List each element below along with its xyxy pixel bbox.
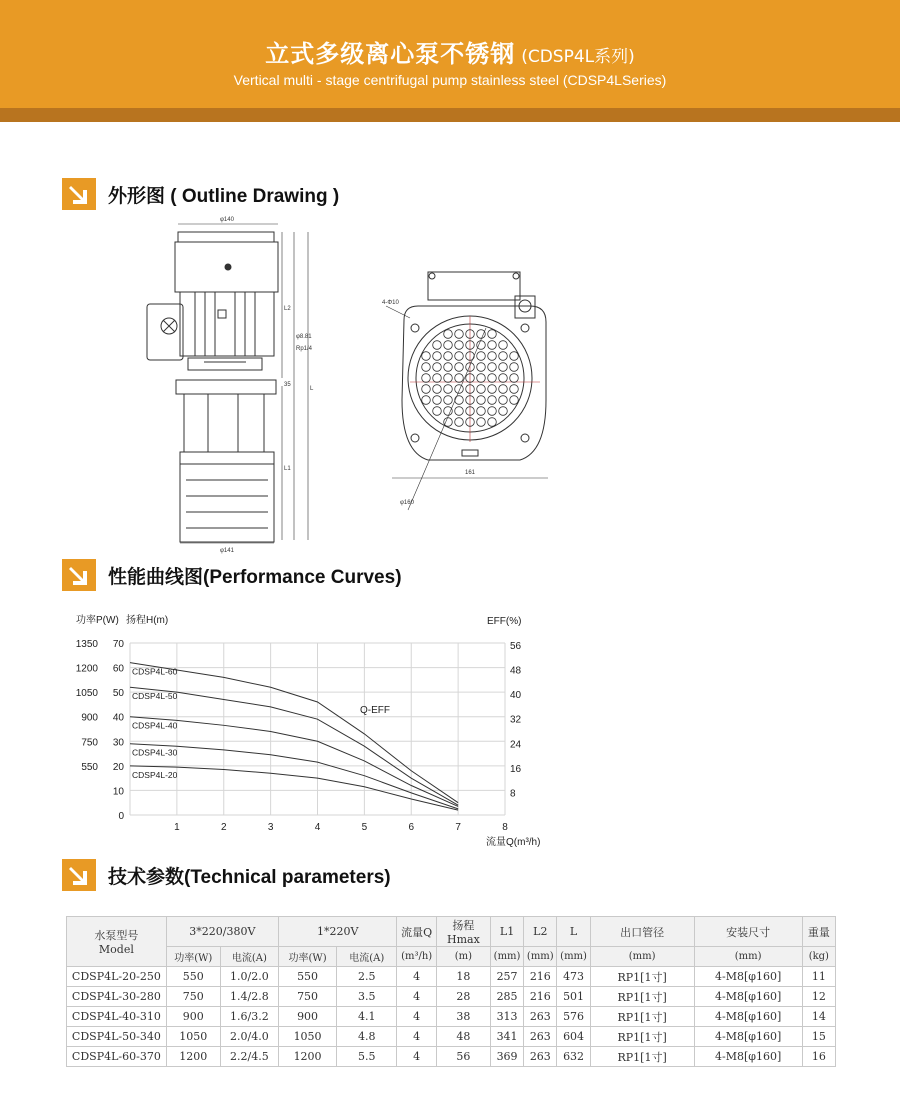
grille-hole [477,330,486,339]
table-cell: 1.6/3.2 [220,1007,278,1027]
grille-hole [433,385,442,394]
motor-fins [180,292,274,356]
dim-l-label: L [310,386,314,392]
table-cell: 263 [524,1027,557,1047]
top-view-housing [402,306,546,460]
table-cell: RP1[1寸] [590,967,694,987]
head-tick-label: 70 [112,639,124,650]
y-left-power-title: 功率P(W) [76,615,119,626]
grille-hole [455,396,464,405]
table-cell: 4-M8[φ160] [694,1047,802,1067]
grille-hole [455,374,464,383]
dim-phi160-label: φ160 [400,500,414,506]
eff-curve-label: Q-EFF [360,705,390,716]
grille-hole [422,374,431,383]
col-head-unit: (m) [436,947,490,967]
chart-curves [130,663,458,810]
col-outlet-unit: (mm) [590,947,694,967]
screw-icon [225,264,231,270]
section-performance-title: 性能曲线图(Performance Curves) [108,566,402,588]
table-cell: 4 [397,1027,436,1047]
head-tick-label: 40 [112,712,124,724]
header-strip [0,108,900,122]
outline-drawing [0,210,900,554]
table-cell: RP1[1寸] [590,1007,694,1027]
x-tick-label: 6 [408,822,415,833]
col-l-unit: (mm) [557,947,590,967]
table-row [67,1027,836,1047]
table-cell: 1200 [166,1047,220,1067]
col-l1-unit: (mm) [490,947,523,967]
power-tick-label: 750 [81,737,98,749]
table-cell: 4-M8[φ160] [694,987,802,1007]
grille-hole [444,418,453,427]
power-tick-label: 1050 [75,688,98,700]
grille-hole [510,385,519,394]
x-tick-label: 3 [267,822,274,833]
x-tick-label: 7 [455,822,461,833]
grille-hole [422,385,431,394]
grille-hole [477,407,486,416]
grille-hole [455,407,464,416]
grille-hole [499,363,508,372]
grille-hole [433,341,442,350]
table-cell: RP1[1寸] [590,987,694,1007]
col-model [67,917,167,967]
y-left-head-title: 扬程H(m) [126,615,169,626]
col-flow-unit: (m³/h) [397,947,436,967]
grille-hole [477,418,486,427]
pump-flange [176,380,276,394]
col-power-1ph: 功率(W) [278,947,336,967]
series-label: CDSP4L-60 [132,666,178,677]
eff-tick-label: 32 [510,714,522,726]
section-outline-heading [62,177,339,211]
x-tick-label: 4 [314,822,321,833]
table-row [67,987,836,1007]
grille-hole [455,330,464,339]
section-technical-heading [62,858,391,892]
table-cell: 1.0/2.0 [220,967,278,987]
table-cell: 285 [490,987,523,1007]
table-cell: 15 [802,1027,835,1047]
table-cell: CDSP4L-50-340 [67,1027,167,1047]
grille-hole [499,407,508,416]
dim-top-label: φ140 [220,217,234,223]
table-cell: 4-M8[φ160] [694,967,802,987]
grille-hole [422,352,431,361]
junction-box [147,304,183,360]
power-tick-label: 550 [81,761,98,773]
grille-hole [499,385,508,394]
grille-hole [477,396,486,405]
grille-hole [455,418,464,427]
table-cell: 12 [802,987,835,1007]
grille-hole [433,374,442,383]
table-cell: 4-M8[φ160] [694,1027,802,1047]
series-line [130,766,458,810]
top-view-junction [428,272,520,300]
series-line [130,663,458,803]
col-l2-unit: (mm) [524,947,557,967]
table-cell: 341 [490,1027,523,1047]
grille-hole [488,341,497,350]
pump-body-upper [184,394,264,452]
table-cell: 3.5 [337,987,397,1007]
grille-hole [433,352,442,361]
table-cell: 900 [278,1007,336,1027]
table-cell: 5.5 [337,1047,397,1067]
col-3phase: 3*220/380V [166,917,278,947]
table-cell: 4 [397,1047,436,1067]
table-cell: 4.1 [337,1007,397,1027]
grille-hole [510,396,519,405]
col-mount: 安装尺寸 [694,917,802,947]
motor-base [188,358,262,370]
section-outline-title: 外形图 ( Outline Drawing ) [108,185,340,207]
table-cell: 632 [557,1047,590,1067]
head-tick-label: 60 [112,663,124,675]
series-label: CDSP4L-50 [132,691,178,702]
grille-hole [477,374,486,383]
dim-l1-label: L1 [284,466,291,472]
section-technical-title: 技术参数(Technical parameters) [108,866,391,888]
grille-hole [488,385,497,394]
series-label: CDSP4L-20 [132,769,178,780]
table-cell: 263 [524,1007,557,1027]
table-cell: 1200 [278,1047,336,1067]
dim-161-label: 161 [465,470,476,476]
table-cell: 750 [166,987,220,1007]
eff-tick-label: 40 [510,690,522,702]
table-cell: 900 [166,1007,220,1027]
table-cell: CDSP4L-40-310 [67,1007,167,1027]
grille-hole [444,352,453,361]
eff-tick-label: 8 [510,788,516,800]
table-cell: 4 [397,967,436,987]
col-weight: 重量 [802,917,835,947]
col-l1: L1 [490,917,523,947]
grille-hole [444,396,453,405]
eff-tick-label: 16 [510,763,522,775]
table-cell: 4 [397,987,436,1007]
grille-hole [488,363,497,372]
table-cell: RP1[1寸] [590,1047,694,1067]
table-cell: 501 [557,987,590,1007]
eff-tick-label: 48 [510,665,522,677]
grille-hole [488,374,497,383]
x-axis-title: 流量Q(m³/h) [486,837,541,848]
y-right-title: EFF(%) [487,616,522,627]
head-tick-label: 20 [112,761,124,773]
table-cell: 604 [557,1027,590,1047]
table-cell: 216 [524,987,557,1007]
grille-hole [455,341,464,350]
grille-hole [477,385,486,394]
grille-hole [433,396,442,405]
grille-hole [455,385,464,394]
table-cell: 28 [436,987,490,1007]
table-cell: 550 [278,967,336,987]
grille-hole [499,374,508,383]
table-cell: 4.8 [337,1027,397,1047]
head-tick-label: 10 [112,786,124,798]
table-cell: 1050 [278,1027,336,1047]
table-cell: 257 [490,967,523,987]
table-cell: 2.5 [337,967,397,987]
grille-hole [433,407,442,416]
table-cell: 313 [490,1007,523,1027]
col-mount-unit: (mm) [694,947,802,967]
grille-hole [444,363,453,372]
title-cn: 立式多级离心泵不锈钢 [265,40,516,68]
x-tick-label: 1 [174,822,180,833]
power-tick-label: 1200 [75,663,98,675]
table-cell: 369 [490,1047,523,1067]
cable-gland [515,296,535,318]
page-title [0,34,900,69]
pump-body-stages [180,464,274,542]
col-1phase: 1*220V [278,917,396,947]
col-l: L [557,917,590,947]
grille-hole [488,396,497,405]
col-head: 扬程Hmax [436,917,490,947]
table-cell: 750 [278,987,336,1007]
table-cell: 14 [802,1007,835,1027]
col-current-3ph: 电流(A) [220,947,278,967]
technical-table [66,916,836,1067]
grille-hole [433,363,442,372]
eff-tick-label: 24 [510,739,522,751]
grille-hole [444,330,453,339]
grille-hole [510,363,519,372]
table-cell: 4 [397,1007,436,1027]
arrow-down-right-icon [62,559,96,591]
grille-hole [488,352,497,361]
grille-hole [510,352,519,361]
table-cell: 48 [436,1027,490,1047]
table-row [67,1047,836,1067]
chart-labels [76,613,541,848]
motor-top-cap [178,232,274,242]
table-cell: 16 [802,1047,835,1067]
eff-tick-label: 56 [510,641,522,652]
grille-hole [477,352,486,361]
dim-l2-label: L2 [284,306,291,312]
table-cell: 263 [524,1047,557,1067]
grille-hole [444,374,453,383]
grille-hole [488,407,497,416]
head-tick-label: 30 [112,737,124,749]
table-cell: 1050 [166,1027,220,1047]
table-cell: CDSP4L-60-370 [67,1047,167,1067]
performance-chart [60,605,560,855]
table-cell: 18 [436,967,490,987]
series-line [130,717,458,807]
table-row [67,1007,836,1027]
col-weight-unit: (kg) [802,947,835,967]
table-row [67,967,836,987]
chart-grid [130,643,505,815]
grille-hole [488,330,497,339]
grille-hole [477,341,486,350]
grille-hole [444,341,453,350]
grille-hole [455,363,464,372]
col-power-3ph: 功率(W) [166,947,220,967]
grille-hole [510,374,519,383]
arrow-down-right-icon [62,859,96,891]
col-current-1ph: 电流(A) [337,947,397,967]
page-subtitle: Vertical multi - stage centrifugal pump stainless steel (CDSP4LSeries) [233,72,667,88]
col-outlet: 出口管径 [590,917,694,947]
table-cell: 56 [436,1047,490,1067]
col-model-cn: 水泵型号 [94,929,139,942]
grille-hole [499,341,508,350]
grille-hole [422,396,431,405]
arrow-down-right-icon [62,178,96,210]
table-cell: 1.4/2.8 [220,987,278,1007]
series-label: CDSP4L-30 [132,747,178,758]
dim-35-label: 35 [284,382,291,388]
table-cell: CDSP4L-30-280 [67,987,167,1007]
dim-bottom-label: φ141 [220,548,234,554]
table-cell: 2.0/4.0 [220,1027,278,1047]
head-tick-label: 0 [118,811,124,822]
col-flow: 流量Q [397,917,436,947]
power-tick-label: 900 [81,712,98,724]
grille-hole [455,352,464,361]
x-tick-label: 8 [502,822,508,833]
table-cell: 550 [166,967,220,987]
table-cell: RP1[1寸] [590,1027,694,1047]
table-cell: 38 [436,1007,490,1027]
head-tick-label: 50 [112,688,124,700]
col-l2: L2 [524,917,557,947]
table-cell: 2.2/4.5 [220,1047,278,1067]
table-cell: 216 [524,967,557,987]
x-tick-label: 5 [361,822,368,833]
table-cell: 473 [557,967,590,987]
x-tick-label: 2 [220,822,227,833]
grille-hole [444,407,453,416]
table-cell: 4-M8[φ160] [694,1007,802,1027]
table-cell: 576 [557,1007,590,1027]
grille-hole [499,352,508,361]
dim-phi8-label: φ8.81 [296,334,312,340]
grille-hole [477,363,486,372]
grille-hole [499,396,508,405]
table-cell: CDSP4L-20-250 [67,967,167,987]
col-model-en: Model [98,943,134,956]
grille-hole [444,385,453,394]
dim-rp-label: Rp1/4 [296,346,313,352]
section-performance-heading [62,558,402,592]
title-series: (CDSP4L系列) [521,47,635,67]
grille-hole [422,363,431,372]
table-cell: 11 [802,967,835,987]
grille-hole [488,418,497,427]
dim-holes-label: 4-Φ10 [382,300,399,306]
series-label: CDSP4L-40 [132,720,178,731]
power-tick-label: 1350 [75,639,98,650]
